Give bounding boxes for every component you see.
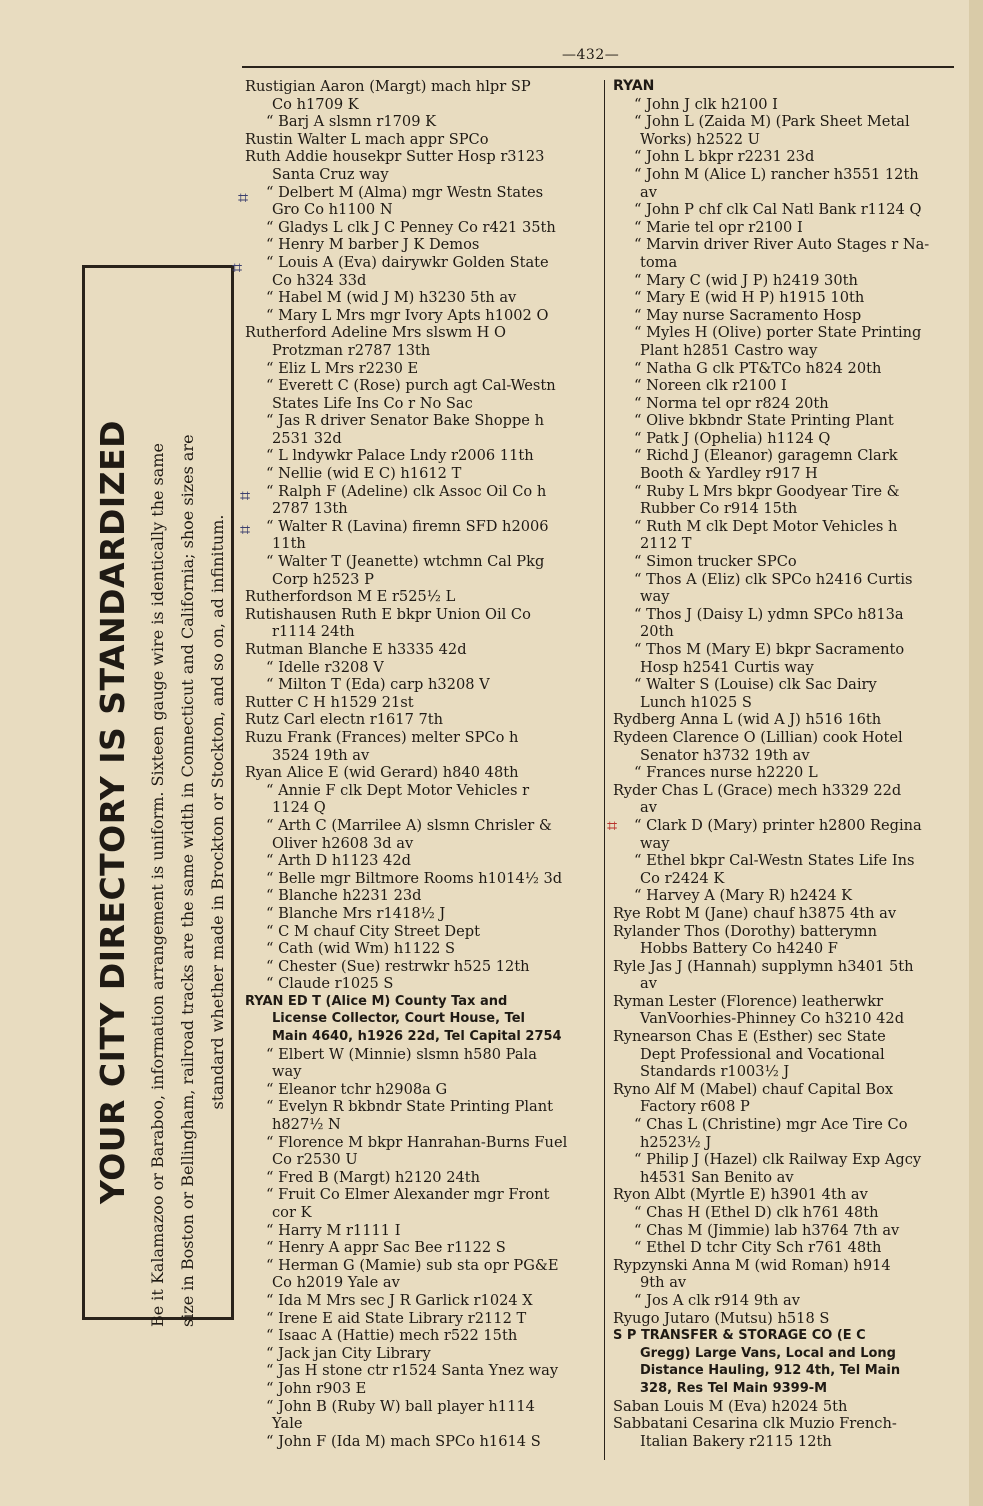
directory-entry xyxy=(613,553,959,571)
directory-entry xyxy=(613,1257,959,1292)
directory-entry xyxy=(245,1257,600,1292)
directory-entry xyxy=(245,447,600,465)
directory-entry xyxy=(613,852,959,887)
entry-line: S P TRANSFER & STORAGE CO (E C xyxy=(613,1328,866,1344)
directory-entry xyxy=(613,272,959,290)
directory-entry xyxy=(613,166,959,201)
directory-entry xyxy=(613,430,959,448)
directory-entry xyxy=(245,694,600,712)
entry-line: “ Noreen clk r2100 I xyxy=(634,377,787,395)
entry-line: “ Nellie (wid E C) h1612 T xyxy=(266,465,462,483)
entry-line: “ John L (Zaida M) (Park Sheet Metal xyxy=(634,113,910,131)
entry-line: “ Fruit Co Elmer Alexander mgr Front xyxy=(266,1186,550,1204)
entry-line: “ Walter T (Jeanette) wtchmn Cal Pkg xyxy=(266,553,545,571)
directory-entry xyxy=(613,148,959,166)
directory-entry xyxy=(245,958,600,976)
pencil-mark: ⌗ xyxy=(232,258,243,279)
directory-entry xyxy=(613,905,959,923)
directory-entry xyxy=(613,412,959,430)
entry-line: “ Ethel bkpr Cal-Westn States Life Ins xyxy=(634,852,915,870)
column-divider xyxy=(604,80,605,1460)
entry-line: “ May nurse Sacramento Hosp xyxy=(634,306,862,324)
directory-entry xyxy=(613,1415,959,1450)
entry-line: “ Irene E aid State Library r2112 T xyxy=(266,1309,527,1327)
entry-line: “ Simon trucker SPCo xyxy=(634,553,797,571)
entry-continuation: VanVoorhies-Phinney Co h3210 42d xyxy=(640,1010,905,1028)
entry-continuation: Hosp h2541 Curtis way xyxy=(640,658,814,676)
entry-continuation: Booth & Yardley r917 H xyxy=(640,465,818,483)
entry-line: Rutherfordson M E r525½ L xyxy=(245,588,456,606)
entry-line: “ John F (Ida M) mach SPCo h1614 S xyxy=(266,1432,541,1450)
entry-continuation: Works) h2522 U xyxy=(640,130,760,148)
directory-entry xyxy=(613,1222,959,1240)
entry-line: “ John J clk h2100 I xyxy=(634,95,778,113)
entry-line: Rustigian Aaron (Margt) mach hlpr SP xyxy=(245,78,531,95)
entry-line: “ Arth C (Marrilee A) slsmn Chrisler & xyxy=(266,816,552,834)
entry-line: “ Henry M barber J K Demos xyxy=(266,236,480,254)
directory-entry xyxy=(245,307,600,325)
entry-line: “ Mary L Mrs mgr Ivory Apts h1002 O xyxy=(266,306,549,324)
entry-line: “ Fred B (Margt) h2120 24th xyxy=(266,1168,481,1186)
entry-line: “ Natha G clk PT&TCo h824 20th xyxy=(634,359,882,377)
entry-line: “ Eleanor tchr h2908a G xyxy=(266,1080,448,1098)
entry-line: Ruth Addie housekpr Sutter Hosp r3123 xyxy=(245,148,545,166)
directory-entry xyxy=(613,571,959,606)
directory-entry xyxy=(245,360,600,378)
directory-entry xyxy=(613,782,959,817)
entry-line: “ Chas M (Jimmie) lab h3764 7th av xyxy=(634,1221,900,1239)
entry-continuation: Italian Bakery r2115 12th xyxy=(640,1432,832,1450)
entry-continuation: Co r2424 K xyxy=(640,869,725,887)
entry-line: “ Mary E (wid H P) h1915 10th xyxy=(634,289,865,307)
entry-continuation: toma xyxy=(640,253,678,271)
entry-line: “ Delbert M (Alma) mgr Westn States xyxy=(266,183,544,201)
directory-entry xyxy=(245,852,600,870)
entry-line: “ Ida M Mrs sec J R Garlick r1024 X xyxy=(266,1291,533,1309)
directory-entry xyxy=(613,1081,959,1116)
directory-entry xyxy=(245,254,600,289)
directory-entry xyxy=(245,1169,600,1187)
directory-entry xyxy=(613,641,959,676)
notice-line: Be it Kalamazoo or Baraboo, information arrangement is uniform. Sixteen gauge wire is identically the same xyxy=(148,443,167,1327)
directory-entry xyxy=(245,465,600,483)
directory-entry xyxy=(613,1186,959,1204)
entry-line: “ Philip J (Hazel) clk Railway Exp Agcy xyxy=(634,1151,922,1169)
entry-line: “ Blanche h2231 23d xyxy=(266,887,422,905)
entry-line: “ Elbert W (Minnie) slsmn h580 Pala xyxy=(266,1045,537,1063)
entry-line: “ Thos J (Daisy L) ydmn SPCo h813a xyxy=(634,605,904,623)
directory-entry xyxy=(245,588,600,606)
directory-entry xyxy=(245,1327,600,1345)
directory-entry xyxy=(245,923,600,941)
directory-entry xyxy=(245,887,600,905)
entry-line: “ John L bkpr r2231 23d xyxy=(634,148,815,166)
entry-line: Rylander Thos (Dorothy) batterymn xyxy=(613,922,878,940)
entry-continuation: Co h324 33d xyxy=(272,271,367,289)
directory-entry xyxy=(245,782,600,817)
directory-entry xyxy=(245,870,600,888)
entry-line: “ Clark D (Mary) printer h2800 Regina xyxy=(634,816,922,834)
directory-entry xyxy=(613,1239,959,1257)
directory-entry xyxy=(613,395,959,413)
entry-line: Rutter C H h1529 21st xyxy=(245,693,414,711)
directory-entry xyxy=(245,1081,600,1099)
directory-entry xyxy=(245,219,600,237)
directory-entry xyxy=(613,1327,959,1397)
directory-entry xyxy=(613,483,959,518)
entry-line: “ Claude r1025 S xyxy=(266,975,394,993)
directory-entry xyxy=(613,729,959,764)
directory-entry xyxy=(245,1098,600,1133)
directory-entry xyxy=(613,96,959,114)
entry-line: “ Everett C (Rose) purch agt Cal-Westn xyxy=(266,377,556,395)
entry-line: “ John M (Alice L) rancher h3551 12th xyxy=(634,165,919,183)
directory-entry xyxy=(245,711,600,729)
directory-entry xyxy=(245,324,600,359)
directory-entry xyxy=(613,447,959,482)
header-rule xyxy=(242,66,954,68)
entry-line: “ Harvey A (Mary R) h2424 K xyxy=(634,887,853,905)
directory-entry xyxy=(613,360,959,378)
entry-line: “ Louis A (Eva) dairywkr Golden State xyxy=(266,253,549,271)
entry-continuation: Lunch h1025 S xyxy=(640,693,752,711)
entry-line: “ Barj A slsmn r1709 K xyxy=(266,113,437,131)
entry-line: “ John P chf clk Cal Natl Bank r1124 Q xyxy=(634,201,922,219)
directory-entry xyxy=(245,377,600,412)
entry-line: “ Olive bkbndr State Printing Plant xyxy=(634,412,894,430)
directory-entry xyxy=(613,307,959,325)
directory-entry xyxy=(613,993,959,1028)
directory-entry xyxy=(613,817,959,852)
entry-continuation: way xyxy=(640,588,670,606)
entry-line: Ryugo Jutaro (Mutsu) h518 S xyxy=(613,1309,830,1327)
entry-line: “ Milton T (Eda) carp h3208 V xyxy=(266,676,490,694)
entry-line: “ Henry A appr Sac Bee r1122 S xyxy=(266,1239,506,1257)
directory-entry xyxy=(613,1292,959,1310)
directory-entry xyxy=(245,148,600,183)
directory-entry xyxy=(245,975,600,993)
entry-line: Ryle Jas J (Hannah) supplymn h3401 5th xyxy=(613,957,914,975)
directory-entry xyxy=(613,1310,959,1328)
directory-entry xyxy=(613,1116,959,1151)
entry-line: Ryman Lester (Florence) leatherwkr xyxy=(613,992,884,1010)
entry-continuation: Main 4640, h1926 22d, Tel Capital 2754 xyxy=(272,1029,562,1045)
directory-entry xyxy=(245,1310,600,1328)
notice-line: size in Boston or Bellingham, railroad tracks are the same width in Connecticut and California; shoe sizes are xyxy=(178,434,197,1327)
entry-line: Rutishausen Ruth E bkpr Union Oil Co xyxy=(245,605,531,623)
directory-entry xyxy=(245,131,600,149)
entry-continuation: Gro Co h1100 N xyxy=(272,201,393,219)
pencil-mark: ⌗ xyxy=(240,520,251,541)
directory-entry xyxy=(245,659,600,677)
directory-entry xyxy=(245,1134,600,1169)
directory-entry xyxy=(613,1398,959,1416)
directory-entry xyxy=(613,923,959,958)
entry-line: “ Norma tel opr r824 20th xyxy=(634,394,829,412)
directory-entry xyxy=(613,219,959,237)
entry-continuation: Co r2530 U xyxy=(272,1151,358,1169)
entry-line: Saban Louis M (Eva) h2024 5th xyxy=(613,1397,848,1415)
entry-line: “ Frances nurse h2220 L xyxy=(634,764,818,782)
running-heading: RYAN xyxy=(613,78,655,94)
entry-line: “ Chas H (Ethel D) clk h761 48th xyxy=(634,1204,879,1221)
directory-entry xyxy=(245,1380,600,1398)
right-column-entries xyxy=(613,96,959,1451)
directory-entry xyxy=(245,518,600,553)
directory-entry xyxy=(613,201,959,219)
directory-entry xyxy=(613,1028,959,1081)
entry-continuation: Distance Hauling, 912 4th, Tel Main xyxy=(640,1363,901,1379)
entry-continuation: av xyxy=(640,975,657,993)
notice-line: standard whether made in Brockton or Stockton, and so on, ad infinitum. xyxy=(208,514,227,1110)
directory-entry xyxy=(613,113,959,148)
entry-line: “ Herman G (Mamie) sub sta opr PG&E xyxy=(266,1256,559,1274)
entry-line: “ Blanche Mrs r1418½ J xyxy=(266,904,446,922)
entry-continuation: Protzman r2787 13th xyxy=(272,341,431,359)
entry-line: Ryno Alf M (Mabel) chauf Capital Box xyxy=(613,1080,894,1098)
entry-continuation: way xyxy=(272,1063,302,1081)
directory-entry xyxy=(613,1204,959,1222)
entry-continuation: Oliver h2608 3d av xyxy=(272,834,414,852)
entry-continuation: Plant h2851 Castro way xyxy=(640,341,818,359)
entry-line: “ Idelle r3208 V xyxy=(266,658,384,676)
entry-continuation: 2112 T xyxy=(640,535,692,553)
entry-line: “ Ethel D tchr City Sch r761 48th xyxy=(634,1239,882,1257)
directory-entry xyxy=(245,1433,600,1451)
directory-entry xyxy=(245,1345,600,1363)
entry-line: “ Arth D h1123 42d xyxy=(266,852,411,870)
entry-line: Rydeen Clarence O (Lillian) cook Hotel xyxy=(613,728,903,746)
entry-line: “ Jas H stone ctr r1524 Santa Ynez way xyxy=(266,1362,559,1380)
entry-continuation: 11th xyxy=(272,535,306,553)
entry-continuation: 328, Res Tel Main 9399-M xyxy=(640,1380,828,1396)
entry-line: “ Eliz L Mrs r2230 E xyxy=(266,359,419,377)
entry-line: “ Harry M r1111 I xyxy=(266,1221,401,1239)
entry-continuation: 9th av xyxy=(640,1274,687,1292)
entry-continuation: Co h1709 K xyxy=(272,95,359,113)
entry-line: Ryder Chas L (Grace) mech h3329 22d xyxy=(613,781,902,799)
directory-entry xyxy=(245,764,600,782)
directory-entry xyxy=(613,377,959,395)
directory-entry xyxy=(245,1186,600,1221)
entry-line: Rydberg Anna L (wid A J) h516 16th xyxy=(613,711,882,729)
directory-entry xyxy=(613,236,959,271)
entry-continuation: 2531 32d xyxy=(272,429,342,447)
left-column xyxy=(245,78,600,1450)
entry-line: “ Richd J (Eleanor) garagemn Clark xyxy=(634,447,898,465)
entry-line: “ L lndywkr Palace Lndy r2006 11th xyxy=(266,447,534,465)
directory-entry xyxy=(245,553,600,588)
entry-line: “ Jas R driver Senator Bake Shoppe h xyxy=(266,412,544,430)
entry-continuation: Gregg) Large Vans, Local and Long xyxy=(640,1345,896,1361)
directory-entry xyxy=(613,958,959,993)
directory-entry xyxy=(245,113,600,131)
entry-line: “ Evelyn R bkbndr State Printing Plant xyxy=(266,1098,554,1116)
entry-continuation: h827½ N xyxy=(272,1116,341,1134)
entry-continuation: av xyxy=(640,799,657,817)
entry-line: “ Mary C (wid J P) h2419 30th xyxy=(634,271,858,289)
directory-entry xyxy=(245,817,600,852)
entry-line: Rustin Walter L mach appr SPCo xyxy=(245,130,489,148)
directory-entry xyxy=(613,887,959,905)
entry-continuation: 1124 Q xyxy=(272,799,326,817)
directory-entry xyxy=(245,1362,600,1380)
directory-entry xyxy=(245,641,600,659)
entry-line: “ John r903 E xyxy=(266,1379,367,1397)
entry-line: “ Florence M bkpr Hanrahan-Burns Fuel xyxy=(266,1133,568,1151)
entry-line: Rypzynski Anna M (wid Roman) h914 xyxy=(613,1256,891,1274)
directory-entry xyxy=(245,236,600,254)
entry-line: “ Belle mgr Biltmore Rooms h1014½ 3d xyxy=(266,869,563,887)
entry-continuation: 2787 13th xyxy=(272,500,348,518)
entry-continuation: Senator h3732 19th av xyxy=(640,746,810,764)
entry-continuation: av xyxy=(640,183,657,201)
entry-continuation: Rubber Co r914 15th xyxy=(640,500,798,518)
directory-entry xyxy=(245,1398,600,1433)
entry-line: “ Myles H (Olive) porter State Printing xyxy=(634,324,922,342)
directory-entry xyxy=(245,940,600,958)
entry-line: “ C M chauf City Street Dept xyxy=(266,922,480,940)
entry-line: Rutman Blanche E h3335 42d xyxy=(245,641,467,658)
entry-line: “ Ruth M clk Dept Motor Vehicles h xyxy=(634,517,898,535)
page-edge xyxy=(969,0,983,1506)
entry-line: “ Ralph F (Adeline) clk Assoc Oil Co h xyxy=(266,482,547,500)
entry-continuation: r1114 24th xyxy=(272,623,355,641)
entry-continuation: Co h2019 Yale av xyxy=(272,1274,400,1292)
directory-entry xyxy=(245,905,600,923)
entry-line: “ Walter R (Lavina) firemn SFD h2006 xyxy=(266,517,549,535)
directory-entry xyxy=(613,676,959,711)
entry-continuation: Corp h2523 P xyxy=(272,570,374,588)
entry-line: RYAN ED T (Alice M) County Tax and xyxy=(245,993,508,1009)
directory-entry xyxy=(613,324,959,359)
directory-entry xyxy=(613,764,959,782)
entry-continuation: States Life Ins Co r No Sac xyxy=(272,394,473,412)
notice-heading: YOUR CITY DIRECTORY IS STANDARDIZED xyxy=(93,419,132,1205)
entry-continuation: cor K xyxy=(272,1204,312,1221)
entry-continuation: Hobbs Battery Co h4240 F xyxy=(640,940,838,958)
entry-continuation: h4531 San Benito av xyxy=(640,1168,794,1186)
notice-body xyxy=(143,297,233,1327)
entry-line: “ Habel M (wid J M) h3230 5th av xyxy=(266,289,517,307)
entry-continuation: way xyxy=(640,834,670,852)
directory-entry xyxy=(613,518,959,553)
directory-entry xyxy=(245,993,600,1046)
directory-entry xyxy=(245,1222,600,1240)
entry-continuation: Standards r1003½ J xyxy=(640,1063,790,1081)
directory-entry xyxy=(613,289,959,307)
entry-line: “ Ruby L Mrs bkpr Goodyear Tire & xyxy=(634,482,900,500)
entry-line: “ Thos M (Mary E) bkpr Sacramento xyxy=(634,641,905,658)
entry-line: “ Gladys L clk J C Penney Co r421 35th xyxy=(266,218,556,236)
entry-line: “ Thos A (Eliz) clk SPCo h2416 Curtis xyxy=(634,570,913,588)
directory-entry xyxy=(245,412,600,447)
pencil-mark: ⌗ xyxy=(240,486,251,507)
entry-line: Sabbatani Cesarina clk Muzio French- xyxy=(613,1415,897,1433)
directory-entry xyxy=(245,676,600,694)
entry-line: “ Jack jan City Library xyxy=(266,1344,431,1362)
entry-line: “ Marvin driver River Auto Stages r Na- xyxy=(634,236,930,254)
directory-entry xyxy=(245,729,600,764)
entry-line: Ryan Alice E (wid Gerard) h840 48th xyxy=(245,764,519,782)
entry-line: Rutherford Adeline Mrs slswm H O xyxy=(245,324,506,342)
directory-entry xyxy=(613,606,959,641)
directory-entry xyxy=(613,711,959,729)
entry-continuation: License Collector, Court House, Tel xyxy=(272,1011,525,1027)
directory-entry xyxy=(245,184,600,219)
entry-continuation: Dept Professional and Vocational xyxy=(640,1045,885,1063)
entry-line: Rye Robt M (Jane) chauf h3875 4th av xyxy=(613,904,897,922)
entry-line: “ Chester (Sue) restrwkr h525 12th xyxy=(266,957,530,975)
entry-line: “ John B (Ruby W) ball player h1114 xyxy=(266,1397,535,1415)
entry-line: “ Annie F clk Dept Motor Vehicles r xyxy=(266,781,530,799)
directory-entry xyxy=(245,1046,600,1081)
entry-line: “ Chas L (Christine) mgr Ace Tire Co xyxy=(634,1116,908,1134)
entry-line: Rynearson Chas E (Esther) sec State xyxy=(613,1028,886,1046)
directory-entry xyxy=(245,289,600,307)
entry-line: “ Jos A clk r914 9th av xyxy=(634,1291,800,1309)
right-column xyxy=(613,78,959,1450)
entry-line: “ Walter S (Louise) clk Sac Dairy xyxy=(634,676,877,694)
directory-entry xyxy=(245,1239,600,1257)
entry-line: “ Patk J (Ophelia) h1124 Q xyxy=(634,429,831,447)
entry-continuation: Santa Cruz way xyxy=(272,165,389,183)
directory-entry xyxy=(245,483,600,518)
pencil-mark: ⌗ xyxy=(238,188,249,209)
directory-entry xyxy=(245,78,600,113)
entry-line: Ryon Albt (Myrtle E) h3901 4th av xyxy=(613,1186,868,1204)
entry-line: “ Marie tel opr r2100 I xyxy=(634,218,803,236)
directory-entry xyxy=(245,1292,600,1310)
entry-line: Ruzu Frank (Frances) melter SPCo h xyxy=(245,728,519,746)
entry-line: Rutz Carl electn r1617 7th xyxy=(245,711,444,729)
entry-line: “ Isaac A (Hattie) mech r522 15th xyxy=(266,1327,518,1345)
entry-continuation: Factory r608 P xyxy=(640,1098,750,1116)
entry-line: “ Cath (wid Wm) h1122 S xyxy=(266,940,456,958)
entry-continuation: Yale xyxy=(272,1415,303,1433)
directory-entry xyxy=(613,1151,959,1186)
directory-entry xyxy=(245,606,600,641)
entry-continuation: h2523½ J xyxy=(640,1133,712,1151)
page-number: —432— xyxy=(562,47,620,63)
entry-continuation: 20th xyxy=(640,623,674,641)
red-pencil-mark: ⌗ xyxy=(607,816,618,837)
entry-continuation: 3524 19th av xyxy=(272,746,370,764)
